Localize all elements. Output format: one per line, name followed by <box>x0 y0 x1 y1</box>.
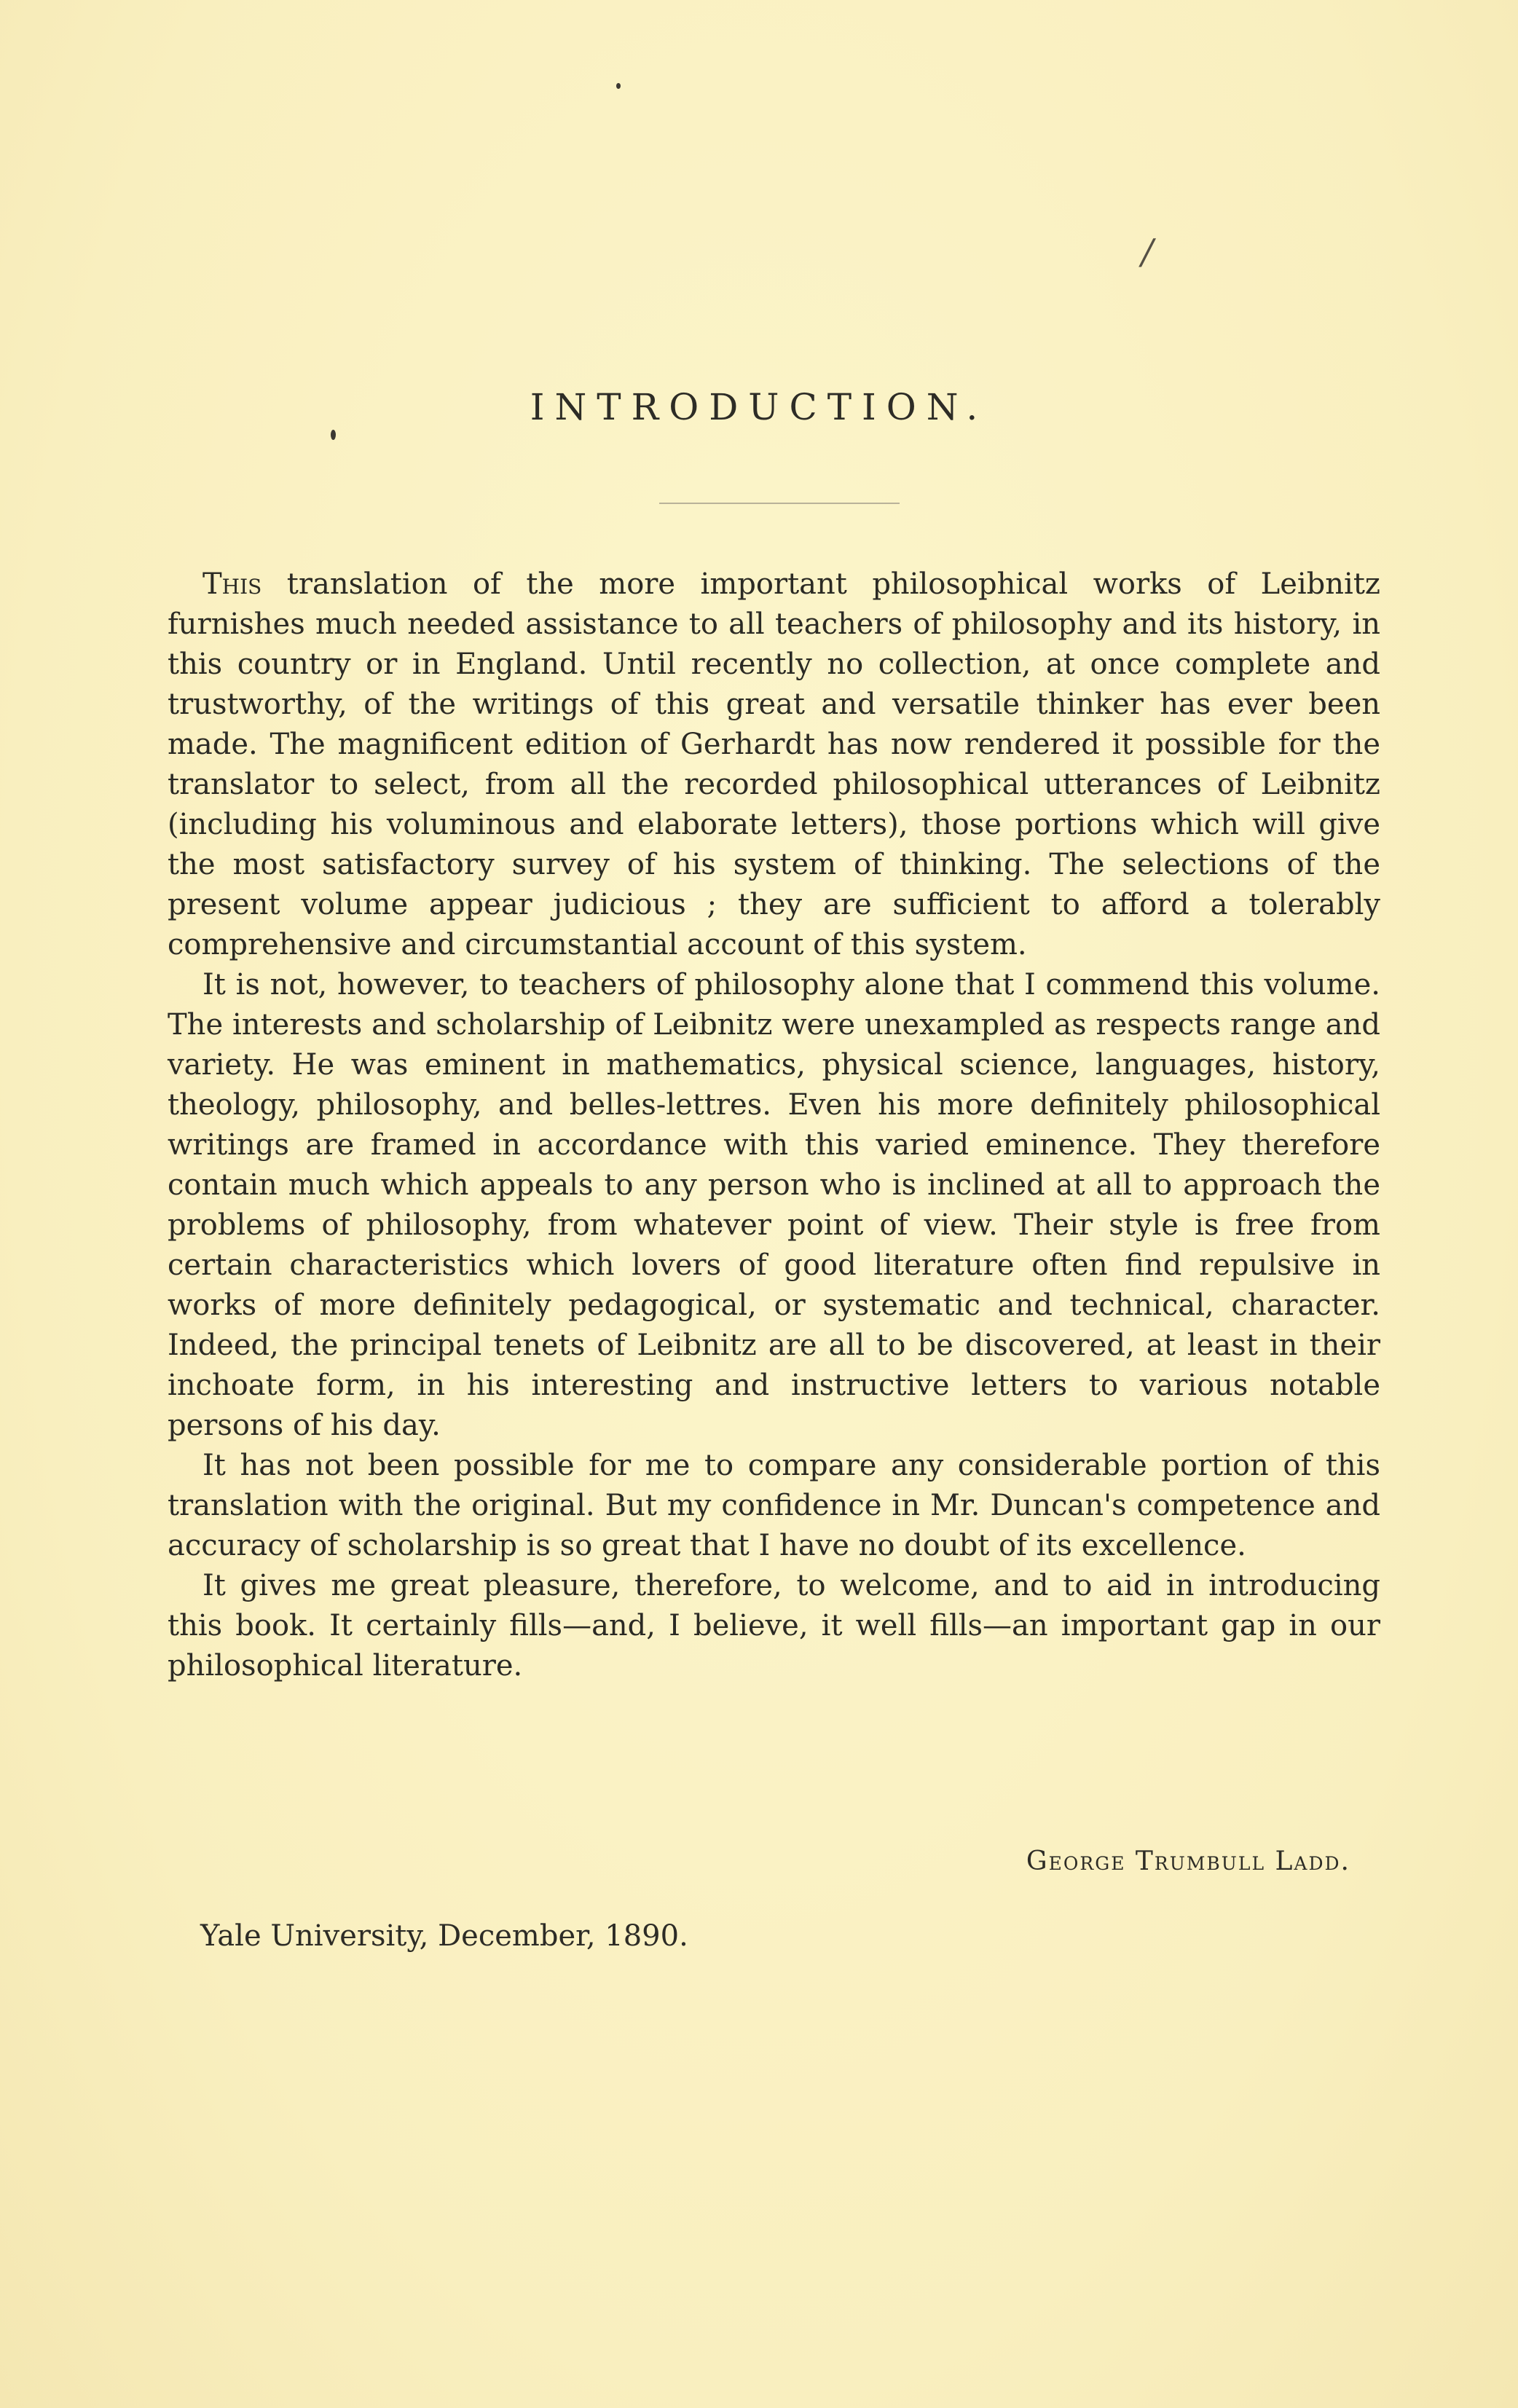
dateline: Yale University, December, 1890. <box>200 1919 688 1953</box>
margin-pencil-mark: / <box>1141 232 1154 272</box>
paragraph-1 <box>168 564 1380 965</box>
page-title: INTRODUCTION. <box>530 386 988 428</box>
paragraph-4: It gives me great pleasure, therefore, to welcome, and to aid in introducing this book. It certainly fills—and, I believe, it well fills—an important gap in our philosophical literature. <box>168 1569 1380 1683</box>
title-rule-divider <box>659 503 900 504</box>
paragraph-2: It is not, however, to teachers of philosophy alone that I commend this volume. The interests and scholarship of Leibnitz were unexampled as respects range and variety. He was eminent in mathematics, physical science, languages, history, theology, philosophy, and belles-lettres. Even his more definitely philosophical writings are framed in accordance with this varied eminence. They therefore contain much which appeals to any person who is inclined at all to approach the problems of philosophy, from whatever point of view. Their style is free from certain characteristics which lovers of good literature often find repulsive in works of more definitely pedagogical, or systematic and technical, character. Indeed, the principal tenets of Leibnitz are all to be discovered, at least in their inchoate form, in his interesting and instructive letters to various notable persons of his day. <box>168 968 1380 1442</box>
author-signature: George Trumbull Ladd. <box>1026 1846 1350 1876</box>
introduction-body <box>168 564 1380 1686</box>
ink-speck <box>331 430 336 440</box>
ink-speck <box>616 83 621 89</box>
paragraph-1-text: translation of the more important philosophical works of Leibnitz furnishes much needed assistance to all teachers of philosophy and its history, in this country or in England. Until recently no collection, at once complete and trustworthy, of the writings of this great and versatile thinker has ever been made. The magnificent edition of Gerhardt has now rendered it possible for the translator to select, from all the recorded philosophical utterances of Leibnitz (including his voluminous and elaborate letters), those portions which will give the most satisfactory survey of his system of thinking. The selections of the present volume appear judicious ; they are sufficient to afford a tolerably comprehensive and circumstantial account of this system. <box>168 567 1380 961</box>
paragraph-1-lead-word: This <box>202 567 262 601</box>
paragraph-3: It has not been possible for me to compare any considerable portion of this translation with the original. But my confidence in Mr. Duncan's competence and accuracy of scholarship is so great that I have no doubt of its excellence. <box>168 1449 1380 1562</box>
